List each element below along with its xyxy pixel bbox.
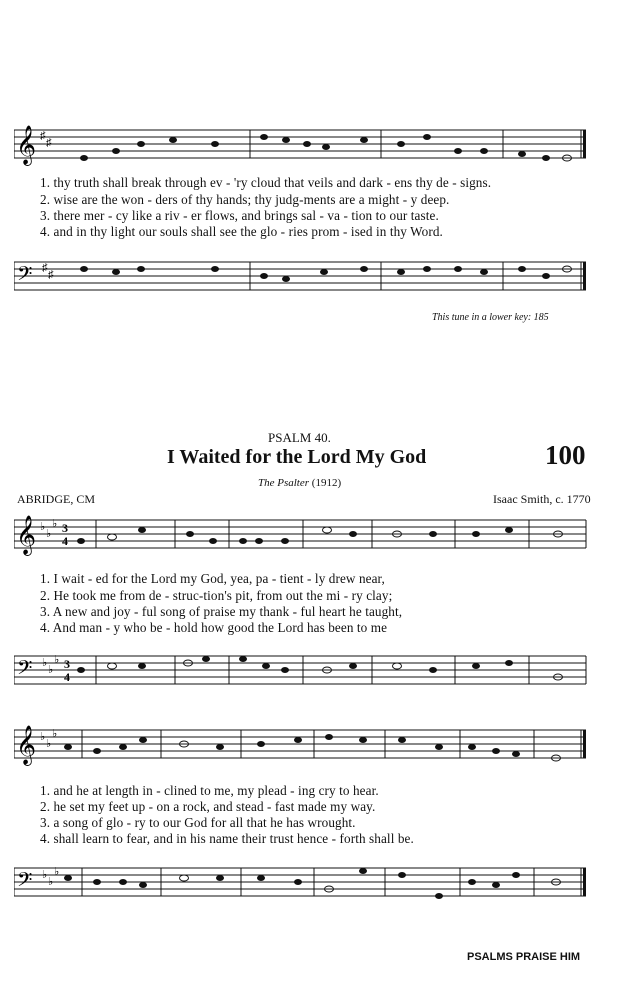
continuation-verse-1: 1. thy truth shall break through ev - 'ry cloud that veils and dark - ens thy de - signs. bbox=[40, 175, 492, 190]
svg-text:♯: ♯ bbox=[48, 269, 54, 281]
psalm-reference: PSALM 40. bbox=[268, 430, 331, 445]
continuation-verse-3: 3. there mer - cy like a riv - er flows, and brings sal - va - tion to our taste. bbox=[40, 208, 439, 223]
svg-text:♭: ♭ bbox=[46, 528, 52, 540]
svg-text:𝄢: 𝄢 bbox=[17, 656, 33, 684]
continuation-verse-4: 4. and in thy light our souls shall see the glo - ries prom - ised in thy Word. bbox=[40, 224, 443, 239]
svg-text:♭: ♭ bbox=[54, 654, 60, 666]
bass-staff-top bbox=[14, 252, 594, 302]
svg-text:♭: ♭ bbox=[46, 738, 52, 750]
svg-text:♭: ♭ bbox=[52, 518, 58, 530]
lower-key-note: This tune in a lower key: 185 bbox=[432, 312, 549, 323]
source-year: (1912) bbox=[311, 477, 342, 489]
treble-staff-top bbox=[14, 120, 594, 170]
text-source bbox=[258, 477, 341, 489]
bass-staff-system-1 bbox=[14, 646, 594, 696]
bass-staff-system-2 bbox=[14, 858, 594, 908]
svg-text:3: 3 bbox=[64, 657, 70, 671]
system1-verse-3: 3. A new and joy - ful song of praise my thank - ful heart he taught, bbox=[40, 604, 403, 619]
svg-text:♭: ♭ bbox=[42, 657, 48, 669]
composer: Isaac Smith, c. 1770 bbox=[493, 492, 591, 506]
svg-text:♭: ♭ bbox=[54, 866, 60, 878]
svg-text:𝄢: 𝄢 bbox=[17, 262, 33, 290]
svg-text:𝄞: 𝄞 bbox=[16, 515, 37, 555]
section-footer: PSALMS PRAISE HIM bbox=[467, 951, 581, 963]
svg-text:♭: ♭ bbox=[40, 731, 46, 743]
treble-staff-system-2 bbox=[14, 720, 594, 770]
system2-verse-2: 2. he set my feet up - on a rock, and stead - fast made my way. bbox=[40, 799, 376, 814]
tune-name: ABRIDGE, CM bbox=[17, 492, 96, 506]
svg-text:♭: ♭ bbox=[42, 869, 48, 881]
svg-text:♭: ♭ bbox=[48, 664, 54, 676]
svg-text:♯: ♯ bbox=[46, 137, 52, 149]
svg-text:♭: ♭ bbox=[40, 521, 46, 533]
source-name: The Psalter bbox=[258, 477, 310, 489]
continuation-verse-2: 2. wise are the won - ders of thy hands; thy judg-ments are a might - y deep. bbox=[40, 192, 450, 207]
svg-text:𝄢: 𝄢 bbox=[17, 868, 33, 896]
svg-text:♯: ♯ bbox=[40, 130, 46, 142]
system2-verse-3: 3. a song of glo - ry to our God for all that he has wrought. bbox=[40, 815, 356, 830]
treble-staff-system-1 bbox=[14, 510, 594, 560]
svg-text:♭: ♭ bbox=[52, 728, 58, 740]
system1-verse-2: 2. He took me from de - struc-tion's pit, from out the mi - ry clay; bbox=[40, 588, 393, 603]
svg-text:𝄞: 𝄞 bbox=[16, 125, 37, 165]
system1-verse-1: 1. I wait - ed for the Lord my God, yea, pa - tient - ly drew near, bbox=[40, 571, 385, 586]
system1-verse-4: 4. And man - y who be - hold how good the Lord has been to me bbox=[40, 620, 388, 635]
svg-text:4: 4 bbox=[62, 534, 68, 548]
system2-verse-4: 4. shall learn to fear, and in his name their trust hence - forth shall be. bbox=[40, 831, 414, 846]
system2-verse-1: 1. and he at length in - clined to me, my plead - ing cry to hear. bbox=[40, 783, 379, 798]
svg-text:3: 3 bbox=[62, 521, 68, 535]
svg-text:♯: ♯ bbox=[42, 262, 48, 274]
svg-text:♭: ♭ bbox=[48, 876, 54, 888]
hymn-number: 100 bbox=[545, 440, 586, 470]
hymn-title: I Waited for the Lord My God bbox=[167, 446, 427, 468]
svg-text:𝄞: 𝄞 bbox=[16, 725, 37, 765]
svg-text:4: 4 bbox=[64, 670, 70, 684]
